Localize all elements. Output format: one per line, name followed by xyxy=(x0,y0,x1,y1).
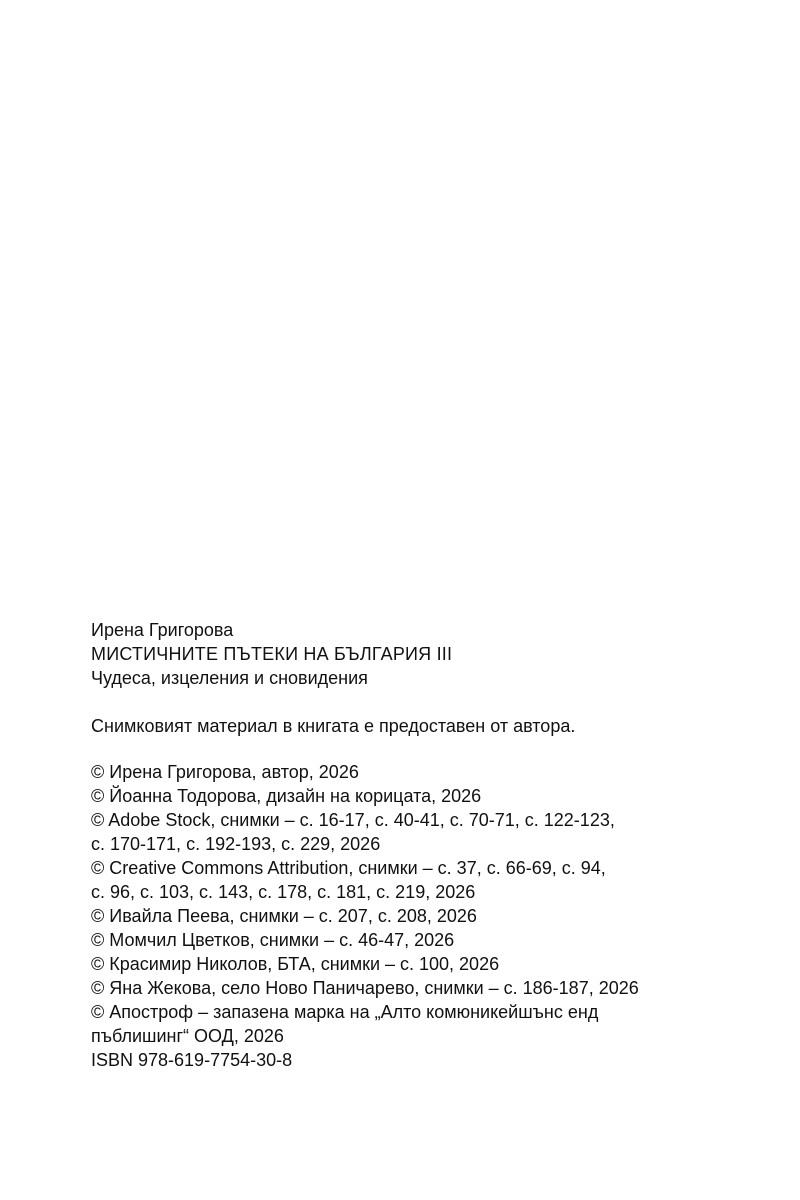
credit-line: © Creative Commons Attribution, снимки – с. 37, с. 66-69, с. 94, xyxy=(91,858,606,878)
isbn: ISBN 978-619-7754-30-8 xyxy=(91,1050,293,1070)
credit-line: с. 96, с. 103, с. 143, с. 178, с. 181, с. 219, 2026 xyxy=(91,882,476,902)
credit-line: © Ивайла Пеева, снимки – с. 207, с. 208, 2026 xyxy=(91,906,477,926)
credit-line: © Йоанна Тодорова, дизайн на корицата, 2026 xyxy=(91,786,482,806)
credit-line: пъблишинг“ ООД, 2026 xyxy=(91,1026,284,1046)
credit-line: © Момчил Цветков, снимки – с. 46-47, 2026 xyxy=(91,930,455,950)
credit-line: © Яна Жекова, село Ново Паничарево, снимки – с. 186-187, 2026 xyxy=(91,978,639,998)
credit-line: с. 170-171, с. 192-193, с. 229, 2026 xyxy=(91,834,381,854)
colophon-block xyxy=(91,618,731,1072)
credit-line: © Красимир Николов, БТА, снимки – с. 100, 2026 xyxy=(91,954,500,974)
title-block xyxy=(91,618,731,690)
spacer xyxy=(91,738,731,760)
book-title: МИСТИЧНИТЕ ПЪТЕКИ НА БЪЛГАРИЯ III xyxy=(91,644,453,664)
credit-line: © Апостроф – запазена марка на „Алто комюникейшънс енд xyxy=(91,1002,599,1022)
spacer xyxy=(91,690,731,714)
credits-list xyxy=(91,760,731,1072)
author-name: Ирена Григорова xyxy=(91,620,234,640)
credit-line: © Adobe Stock, снимки – с. 16-17, с. 40-41, с. 70-71, с. 122-123, xyxy=(91,810,615,830)
credit-line: © Ирена Григорова, автор, 2026 xyxy=(91,762,359,782)
photo-note: Снимковият материал в книгата е предоставен от автора. xyxy=(91,716,576,736)
book-subtitle: Чудеса, изцеления и сновидения xyxy=(91,668,368,688)
